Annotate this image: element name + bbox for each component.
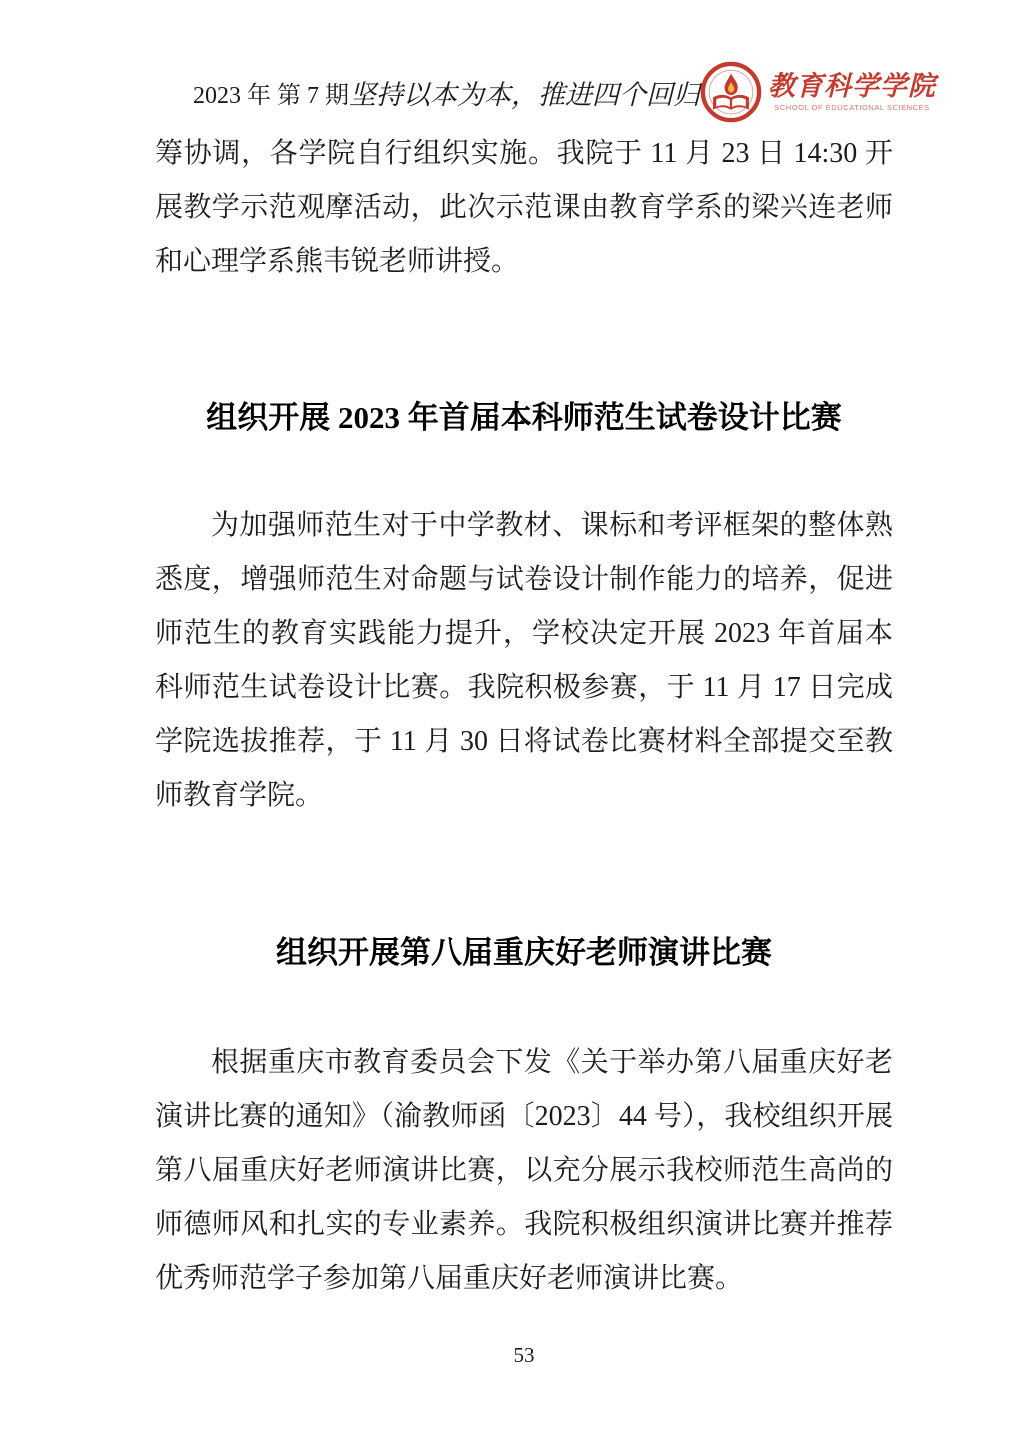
issue-number: 2023 年 第 7 期 bbox=[193, 82, 349, 109]
section-heading-speech-contest: 组织开展第八届重庆好老师演讲比赛 bbox=[276, 935, 772, 970]
paragraph-speech-contest: 根据重庆市教育委员会下发《关于举办第八届重庆好老演讲比赛的通知》（渝教师函〔2023〕44 号），我校组织开展第八届重庆好老师演讲比赛，以充分展示我校师范生高尚的师德师风和扎实的专业素养。我院积极组织演讲比赛并推荐优秀师范学子参加第八届重庆好老师演讲比赛。 bbox=[155, 1047, 893, 1294]
paragraph-exam-design-contest: 为加强师范生对于中学教材、课标和考评框架的整体熟悉度，增强师范生对命题与试卷设计制作能力的培养，促进师范生的教育实践能力提升，学校决定开展 2023 年首届本科师范生试卷设计比赛。我院积极参赛，于 11 月 17 日完成学院选拔推荐，于 11 月 30 日将试卷比赛材料全部提交至教师教育学院。 bbox=[155, 510, 893, 811]
page-footer bbox=[155, 1343, 893, 1368]
page-number: 53 bbox=[513, 1343, 535, 1367]
school-name-en: SCHOOL OF EDUCATIONAL SCIENCES bbox=[774, 102, 930, 112]
section-heading-exam-design-contest: 组织开展 2023 年首届本科师范生试卷设计比赛 bbox=[206, 400, 842, 435]
school-name-cn: 教育科学学院 bbox=[768, 71, 936, 102]
paragraph-teaching-demo: 筹协调，各学院自行组织实施。我院于 11 月 23 日 14:30 开展教学示范观摩活动，此次示范课由教育学系的梁兴连老师和心理学系熊韦锐老师讲授。 bbox=[155, 138, 893, 277]
document-body bbox=[155, 0, 893, 1306]
header-slogan: 坚持以本为本，推进四个回归 bbox=[349, 79, 700, 110]
